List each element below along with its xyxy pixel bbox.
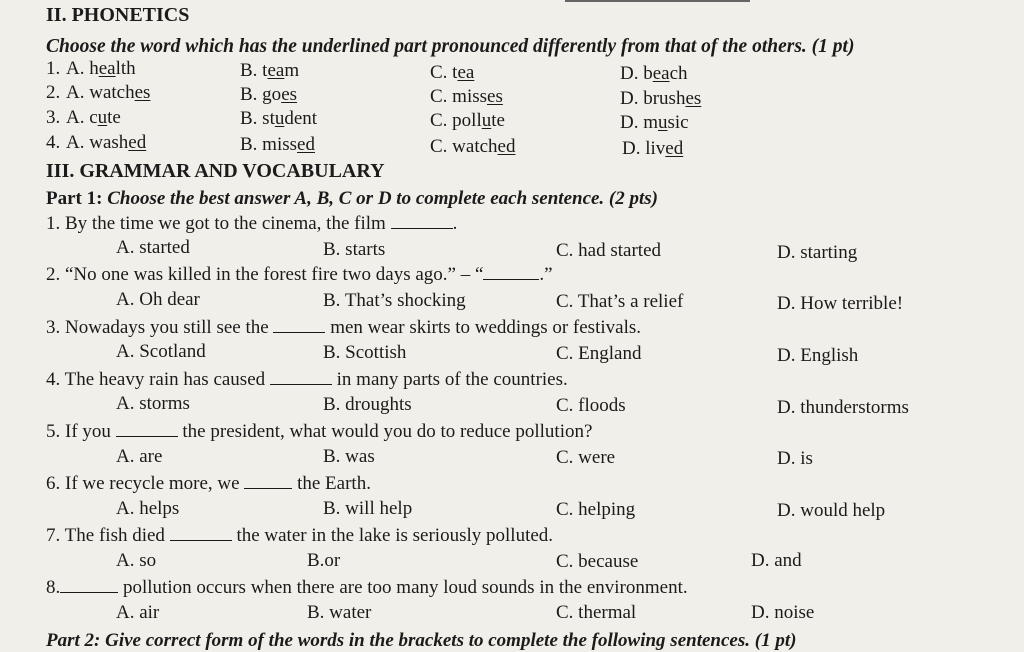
answer-blank[interactable] [483, 263, 539, 280]
phonetics-option: A. health [66, 58, 136, 79]
phonetics-option: C. tea [430, 62, 475, 83]
answer-blank[interactable] [244, 472, 292, 489]
answer-option: D. starting [777, 242, 858, 263]
answer-option: A. Scotland [116, 341, 206, 362]
question-stem: 6. If we recycle more, we the Earth. [46, 473, 371, 494]
question-stem: 4. The heavy rain has caused in many parts of the countries. [46, 369, 568, 390]
answer-option: B.or [307, 550, 341, 571]
answer-option: A. are [116, 446, 163, 467]
answer-option: D. How terrible! [777, 293, 904, 314]
answer-option: C. floods [556, 395, 626, 416]
phonetics-option: A. washed [66, 132, 147, 153]
answer-blank[interactable] [270, 368, 332, 385]
part2-instruction: Part 2: Give correct form of the words in the brackets to complete the following sentences. (1 pt) [46, 630, 797, 651]
answer-option: C. thermal [556, 602, 637, 623]
answer-option: D. is [777, 448, 813, 469]
answer-option: B. starts [323, 239, 386, 260]
answer-option: D. would help [777, 500, 886, 521]
answer-blank[interactable] [170, 524, 232, 541]
phonetics-option: B. goes [240, 84, 298, 105]
answer-option: B. will help [323, 498, 413, 519]
phonetics-option: D. lived [622, 138, 684, 159]
section-heading-grammar: III. GRAMMAR AND VOCABULARY [46, 160, 385, 182]
answer-option: D. and [751, 550, 802, 571]
answer-option: B. was [323, 446, 375, 467]
phonetics-option: D. music [620, 112, 689, 133]
question-stem: 2. “No one was killed in the forest fire two days ago.” – “ .” [46, 264, 553, 285]
phonetics-item-number: 3. [46, 107, 61, 128]
phonetics-instruction: Choose the word which has the underlined part pronounced differently from that of the others. (1 pt) [46, 36, 855, 57]
answer-option: A. Oh dear [116, 289, 200, 310]
answer-blank[interactable] [391, 212, 453, 229]
phonetics-item-number: 1. [46, 58, 61, 79]
question-stem: 7. The fish died the water in the lake is seriously polluted. [46, 525, 554, 546]
answer-blank[interactable] [273, 316, 325, 333]
top-rule [565, 0, 750, 2]
answer-option: A. storms [116, 393, 190, 414]
answer-option: A. so [116, 550, 157, 571]
question-stem: 1. By the time we got to the cinema, the film . [46, 213, 458, 234]
answer-option: B. droughts [323, 394, 412, 415]
answer-option: A. started [116, 237, 190, 258]
answer-option: B. That’s shocking [323, 290, 466, 311]
answer-option: C. because [556, 551, 639, 572]
phonetics-option: D. brushes [620, 88, 702, 109]
answer-option: D. noise [751, 602, 815, 623]
answer-option: B. Scottish [323, 342, 407, 363]
answer-option: D. thunderstorms [777, 397, 909, 418]
phonetics-option: C. misses [430, 86, 503, 107]
answer-option: C. That’s a relief [556, 291, 684, 312]
answer-option: A. air [116, 602, 160, 623]
question-stem: 8. pollution occurs when there are too many loud sounds in the environment. [46, 577, 688, 598]
answer-option: C. were [556, 447, 616, 468]
phonetics-item-number: 2. [46, 82, 61, 103]
phonetics-option: C. pollute [430, 110, 505, 131]
phonetics-option: D. beach [620, 63, 688, 84]
answer-option: C. had started [556, 240, 662, 261]
section-heading-phonetics: II. PHONETICS [46, 4, 190, 26]
part1-instruction: Part 1: Choose the best answer A, B, C or D to complete each sentence. (2 pts) [46, 188, 659, 209]
answer-option: A. helps [116, 498, 180, 519]
answer-option: C. England [556, 343, 642, 364]
answer-option: D. English [777, 345, 859, 366]
question-stem: 3. Nowadays you still see the men wear skirts to weddings or festivals. [46, 317, 641, 338]
answer-blank[interactable] [116, 420, 178, 437]
phonetics-item-number: 4. [46, 132, 61, 153]
answer-blank[interactable] [60, 576, 118, 593]
phonetics-option: B. missed [240, 134, 315, 155]
phonetics-option: A. cute [66, 107, 121, 128]
answer-option: B. water [307, 602, 372, 623]
answer-option: C. helping [556, 499, 636, 520]
phonetics-option: B. student [240, 108, 318, 129]
phonetics-option: B. team [240, 60, 300, 81]
question-stem: 5. If you the president, what would you do to reduce pollution? [46, 421, 593, 442]
phonetics-option: C. watched [430, 136, 516, 157]
phonetics-option: A. watches [66, 82, 151, 103]
